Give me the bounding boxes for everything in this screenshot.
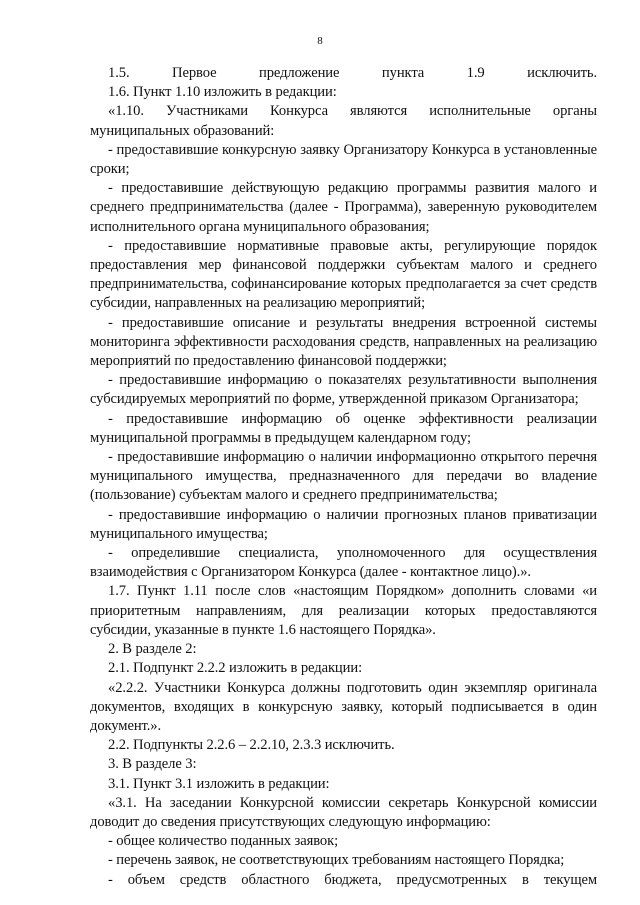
list-item: - предоставившие информацию о показателях результативности выполнения субсидируемых мероприятий по форме, утвержденной приказом Организатора; [90, 372, 597, 408]
paragraph-2-2: 2.2. Подпункты 2.2.6 – 2.2.10, 2.3.3 исключить. [108, 737, 395, 754]
list-item: - предоставившие информацию об оценке эффективности реализации муниципальной программы в предыдущем календарном году; [90, 410, 597, 446]
list-item: - предоставившие информацию о наличии прогнозных планов приватизации муниципального имущества; [90, 506, 597, 542]
paragraph-1-5: 1.5. Первое предложение пункта 1.9 исключить. [108, 65, 597, 81]
list-item: - перечень заявок, не соответствующих требованиям настоящего Порядка; [108, 852, 565, 869]
page-number: 8 [317, 35, 323, 47]
list-item: - предоставившие информацию о наличии информационно открытого перечня муниципального имущества, предназначенного для передачи во владение (пользование) субъектам малого и среднего предпринимательства; [90, 449, 597, 504]
list-item: - предоставившие описание и результаты внедрения встроенной системы мониторинга эффективности расходования средств, направленных на реализацию мероприятий по предоставлению финансовой поддержки; [90, 314, 597, 370]
list-item: - общее количество поданных заявок; [108, 833, 339, 850]
section-2-heading: 2. В разделе 2: [108, 641, 197, 658]
paragraph-2-1: 2.1. Подпункт 2.2.2 изложить в редакции: [108, 660, 363, 677]
paragraph-2-2-2: «2.2.2. Участники Конкурса должны подготовить один экземпляр оригинала документов, входящих в конкурсную заявку, который подписывается в один документ.». [90, 679, 597, 734]
list-item: - предоставившие нормативные правовые акты, регулирующие порядок предоставления мер финансовой поддержки субъектам малого и среднего предпринимательства, софинансирование которых предполагается за счет средств субсидии, направленных на реализацию мероприятий; [90, 237, 597, 312]
paragraph-1-6: 1.6. Пункт 1.10 изложить в редакции: [108, 84, 337, 101]
document-body [90, 64, 597, 890]
list-item: - предоставившие конкурсную заявку Организатору Конкурса в установленные сроки; [90, 141, 597, 178]
paragraph-3-1-text: «3.1. На заседании Конкурсной комиссии секретарь Конкурсной комиссии доводит до сведения присутствующих следующую информацию: [90, 794, 597, 830]
list-item: - определившие специалиста, уполномоченного для осуществления взаимодействия с Организатором Конкурса (далее - контактное лицо).». [90, 545, 597, 581]
list-item: - предоставившие действующую редакцию программы развития малого и среднего предпринимательства (далее - Программа), заверенную руководителем исполнительного органа муниципального образования; [90, 180, 597, 235]
paragraph-1-10: «1.10. Участниками Конкурса являются исполнительные органы муниципальных образований: [90, 103, 597, 139]
paragraph-1-7: 1.7. Пункт 1.11 после слов «настоящим Порядком» дополнить словами «и приоритетным направлениям, для реализации которых предоставляются субсидии, указанные в пункте 1.6 настоящего Порядка». [90, 583, 597, 638]
list-item: - объем средств областного бюджета, предусмотренных в текущем [108, 871, 597, 888]
paragraph-3-1: 3.1. Пункт 3.1 изложить в редакции: [108, 775, 330, 792]
section-3-heading: 3. В разделе 3: [108, 756, 197, 773]
